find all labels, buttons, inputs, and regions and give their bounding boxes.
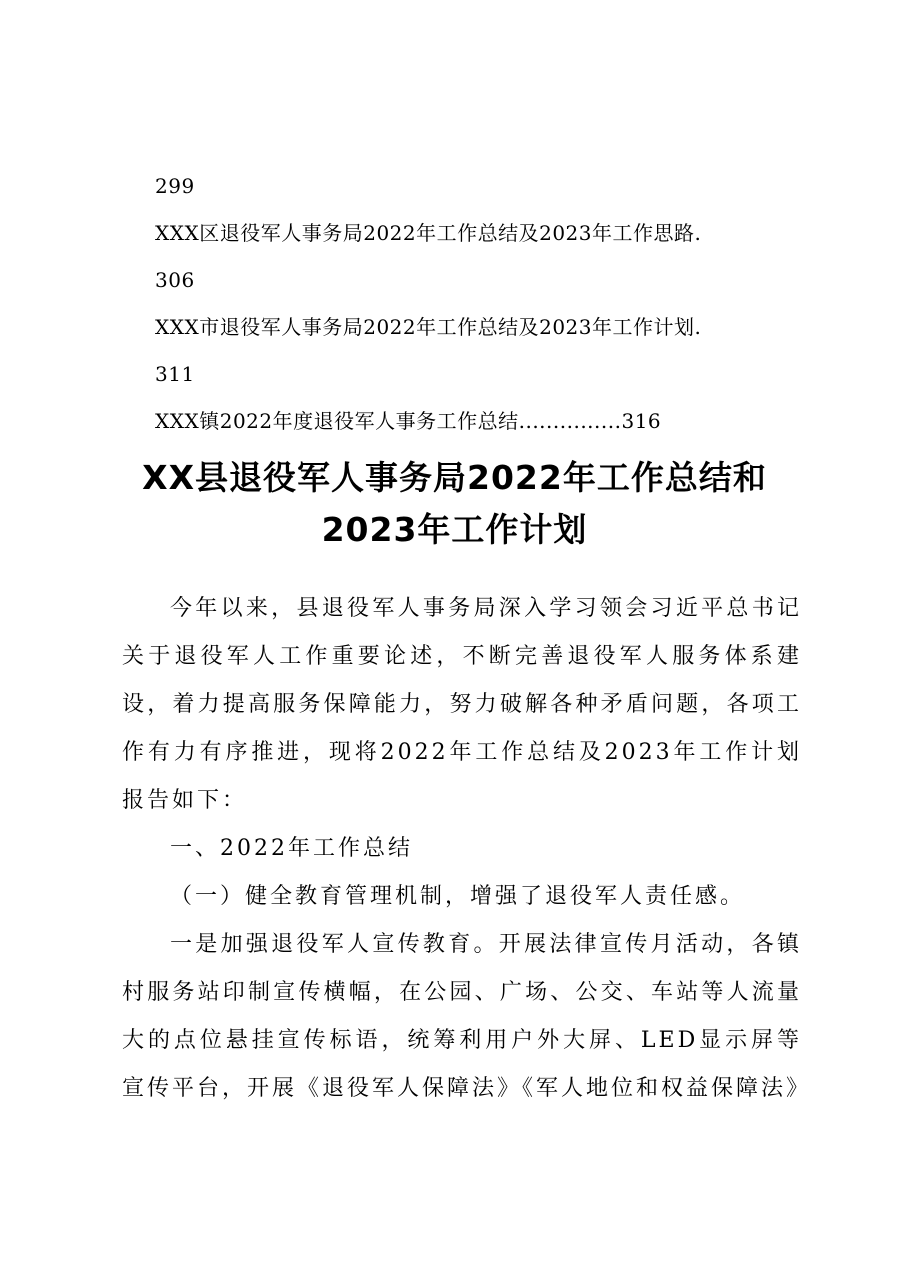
toc-entry: XXX区退役军人事务局2022年工作总结及2023年工作思路. <box>155 221 702 245</box>
toc-page-number: 299 <box>155 174 195 198</box>
toc-entry: XXX市退役军人事务局2022年工作总结及2023年工作计划. <box>155 315 702 339</box>
toc-page-number: 306 <box>155 268 195 292</box>
table-of-contents <box>155 170 805 452</box>
section-heading: 一、2022年工作总结 <box>170 836 413 861</box>
toc-page-number: 311 <box>155 362 195 386</box>
body-paragraph: 一是加强退役军人宣传教育。开展法律宣传月活动，各镇村服务站印制宣传横幅，在公园、广场、公交、车站等人流量大的点位悬挂宣传标语，统筹利用户外大屏、LED显示屏等宣传平台，开展《退役军人保障法》《军人地位和权益保障法》 <box>122 932 812 1101</box>
toc-entry: XXX镇2022年度退役军人事务工作总结...............316 <box>155 409 662 433</box>
intro-paragraph: 今年以来，县退役军人事务局深入学习领会习近平总书记关于退役军人工作重要论述，不断完善退役军人服务体系建设，着力提高服务保障能力，努力破解各种矛盾问题，各项工作有力有序推进，现将2022年工作总结及2023年工作计划报告如下： <box>122 596 802 813</box>
document-body <box>122 585 812 1113</box>
document-title: XX县退役军人事务局2022年工作总结和2023年工作计划 <box>142 458 767 549</box>
subsection-heading: （一）健全教育管理机制，增强了退役军人责任感。 <box>170 884 746 909</box>
